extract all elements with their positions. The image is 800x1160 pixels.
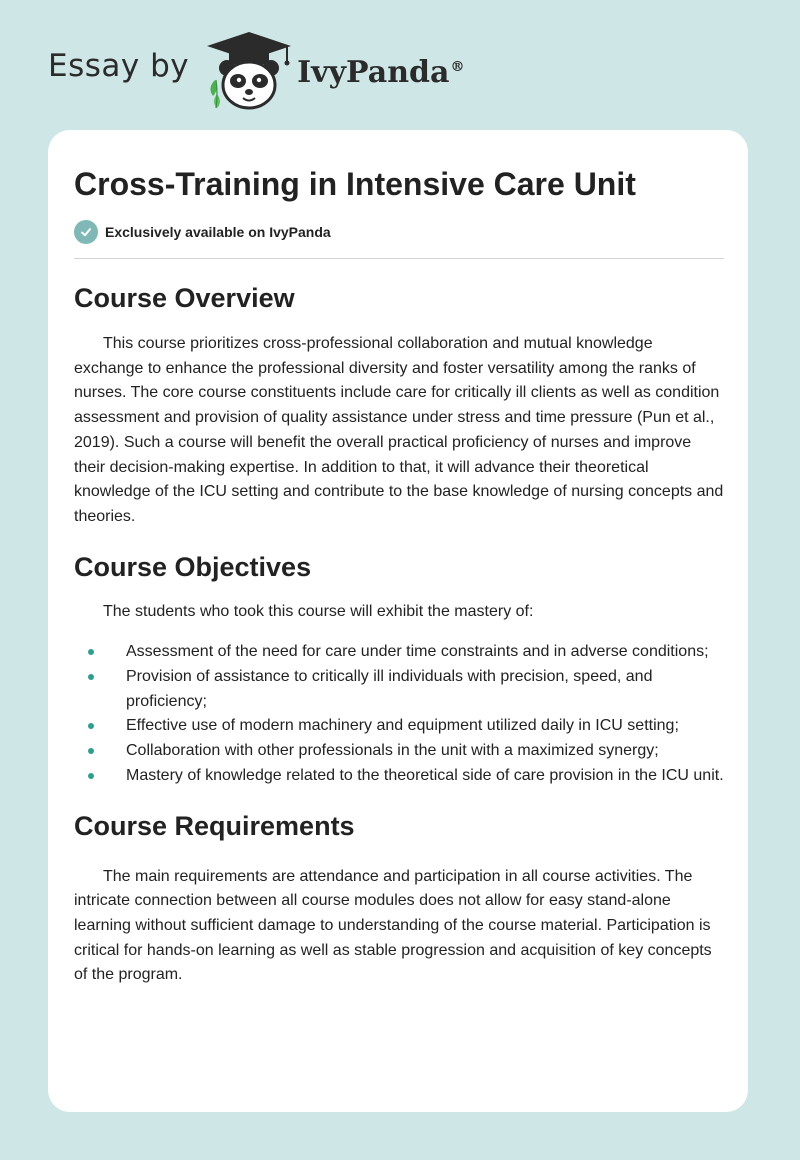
list-item: Assessment of the need for care under time constraints and in adverse conditions;	[74, 640, 724, 665]
registered-mark: ®	[450, 58, 465, 75]
essay-content	[74, 164, 724, 988]
list-item: Mastery of knowledge related to the theoretical side of care provision in the ICU unit.	[74, 764, 724, 789]
brand-prefix: Essay by	[48, 48, 190, 84]
objectives-list	[74, 640, 724, 788]
brand-header[interactable]	[48, 30, 464, 110]
bullet	[88, 674, 94, 680]
ivy-leaf-icon	[211, 80, 221, 108]
overview-paragraph: This course prioritizes cross-professional collaboration and mutual knowledge exchange to enhance the professional diversity and foster versatility among the ranks of nurses. The core course constituents include care for critically ill clients as well as condition assessment and provision of quality assistance under stress and time pressure (Pun et al., 2019). Such a course will benefit the overall practical proficiency of nurses and improve their decision-making expertise. In addition to that, it will advance their theoretical knowledge of the ICU setting and contribute to the base knowledge of nursing concepts and theories.	[74, 335, 724, 525]
list-item: Collaboration with other professionals in the unit with a maximized synergy;	[74, 739, 724, 764]
requirements-paragraph: The main requirements are attendance and participation in all course activities. The intricate connection between all course modules does not allow for easy stand-alone learning without sufficient damage to understanding of the course material. Participation is critical for hands-on learning as well as stable progression and acquisition of key concepts of the program.	[74, 867, 712, 984]
exclusive-badge-text: Exclusively available on IvyPanda	[105, 224, 331, 240]
bullet	[88, 748, 94, 754]
list-item: Provision of assistance to critically ill individuals with precision, speed, and proficiency;	[74, 665, 724, 714]
exclusive-badge	[74, 220, 724, 244]
essay-card	[48, 130, 748, 1112]
panda-graduation-cap-icon	[203, 30, 295, 110]
bullet	[88, 723, 94, 729]
title-divider	[74, 258, 724, 259]
section-heading-objectives: Course Objectives	[74, 551, 312, 582]
brand-name: IvyPanda®	[297, 54, 465, 90]
bullet	[88, 773, 94, 779]
checkmark-icon	[74, 220, 98, 244]
essay-title: Cross-Training in Intensive Care Unit	[74, 166, 636, 202]
bullet	[88, 649, 94, 655]
list-item: Effective use of modern machinery and equipment utilized daily in ICU setting;	[74, 714, 724, 739]
section-heading-requirements: Course Requirements	[74, 810, 355, 841]
section-heading-overview: Course Overview	[74, 283, 295, 313]
objectives-intro: The students who took this course will exhibit the mastery of:	[103, 602, 534, 620]
